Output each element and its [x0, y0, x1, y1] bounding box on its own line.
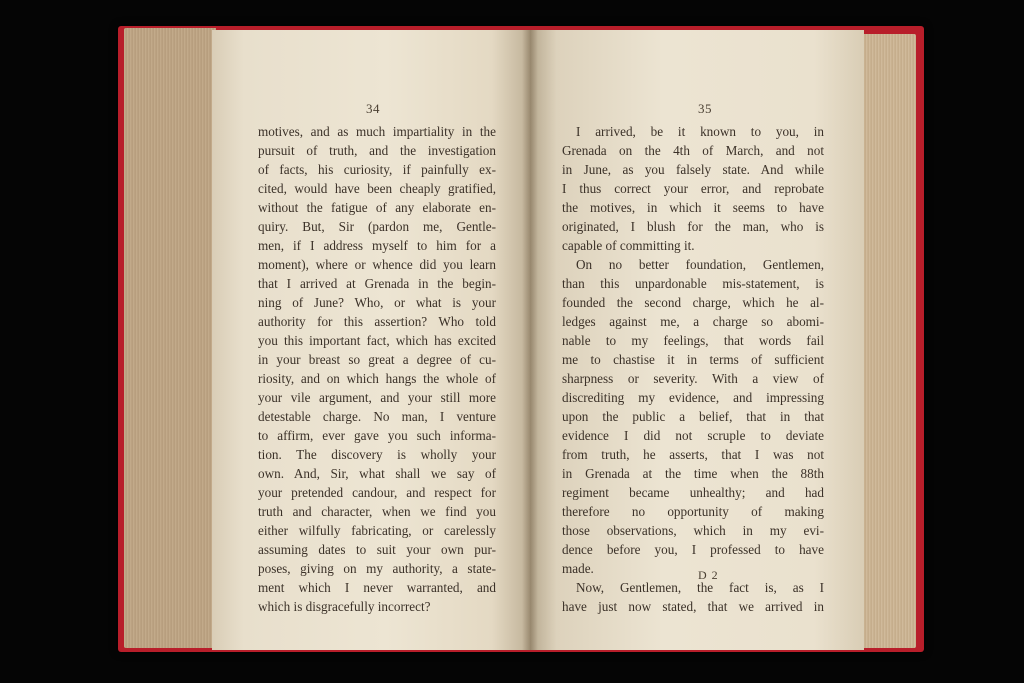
text-line: On no better foundation, Gentlemen, [576, 257, 824, 272]
left-page-edges [124, 28, 216, 648]
text-line: own. And, Sir, what shall we say of [258, 466, 496, 481]
text-line: moment), where or whence did you learn [258, 257, 496, 272]
text-line: founded the second charge, which he al- [562, 295, 824, 310]
text-line: which is disgracefully incorrect? [258, 599, 431, 614]
text-line: originated, I blush for the man, who is [562, 219, 824, 234]
text-line: sharpness or severity. With a view of [562, 371, 824, 386]
text-line: the motives, in which it seems to have [562, 200, 824, 215]
text-line: of facts, his curiosity, if painfully ex- [258, 162, 496, 177]
text-line: assuming dates to suit your own pur- [258, 542, 496, 557]
text-line: ning of June? Who, or what is your [258, 295, 496, 310]
left-page-number: 34 [366, 101, 380, 116]
right-page-text [562, 122, 824, 616]
text-line: tion. The discovery is wholly your [258, 447, 496, 462]
text-line: regiment became unhealthy; and had [562, 485, 824, 500]
text-line: poses, giving on my authority, a state- [258, 561, 496, 576]
text-line: you this important fact, which has excited [258, 333, 496, 348]
text-line: ledges against me, a charge so abomi- [562, 314, 824, 329]
text-line: have just now stated, that we arrived in [562, 599, 824, 614]
text-line: cited, would have been cheaply gratified, [258, 181, 496, 196]
text-line: upon the public a belief, that in that [562, 409, 824, 424]
text-line: motives, and as much impartiality in the [258, 124, 496, 139]
text-line: that I arrived at Grenada in the begin- [258, 276, 496, 291]
text-line: capable of committing it. [562, 238, 695, 253]
text-line: Now, Gentlemen, the fact is, as I [576, 580, 824, 595]
book-gutter [522, 30, 538, 650]
text-line: without the fatigue of any elaborate en- [258, 200, 496, 215]
text-line: Grenada on the 4th of March, and not [562, 143, 824, 158]
text-line: those observations, which in my evi- [562, 523, 824, 538]
right-page [530, 30, 864, 650]
text-line: in your breast so great a degree of cu- [258, 352, 496, 367]
signature-mark: D 2 [698, 568, 719, 582]
text-line: in June, as you falsely state. And while [562, 162, 824, 177]
text-line: than this unpardonable mis-statement, is [562, 276, 824, 291]
text-line: men, if I address myself to him for a [258, 238, 496, 253]
text-line: discrediting my evidence, and impressing [562, 390, 824, 405]
left-page-text [258, 122, 496, 616]
text-line: I arrived, be it known to you, in [576, 124, 824, 139]
text-line: me to chastise it in terms of sufficient [562, 352, 824, 367]
text-line: therefore no opportunity of making [562, 504, 824, 519]
text-line: riosity, and on which hangs the whole of [258, 371, 496, 386]
text-line: detestable charge. No man, I venture [258, 409, 496, 424]
text-line: ment which I never warranted, and [258, 580, 496, 595]
text-line: dence before you, I professed to have [562, 542, 824, 557]
right-page-edges [860, 34, 916, 648]
text-line: quiry. But, Sir (pardon me, Gentle- [258, 219, 496, 234]
right-page-number: 35 [698, 101, 712, 116]
text-line: your pretended candour, and respect for [258, 485, 496, 500]
text-line: in Grenada at the time when the 88th [562, 466, 824, 481]
text-line: made. [562, 561, 594, 576]
text-line: your vile argument, and your still more [258, 390, 496, 405]
text-line: I thus correct your error, and reprobate [562, 181, 824, 196]
text-line: evidence I did not scruple to deviate [562, 428, 824, 443]
text-line: either wilfully fabricating, or carelessly [258, 523, 496, 538]
text-line: nable to my feelings, that words fail [562, 333, 824, 348]
text-line: pursuit of truth, and the investigation [258, 143, 496, 158]
text-line: to affirm, ever gave you such informa- [258, 428, 496, 443]
left-page [212, 30, 530, 650]
text-line: authority for this assertion? Who told [258, 314, 496, 329]
text-line: truth and character, when we find you [258, 504, 496, 519]
text-line: from truth, he asserts, that I was not [562, 447, 824, 462]
